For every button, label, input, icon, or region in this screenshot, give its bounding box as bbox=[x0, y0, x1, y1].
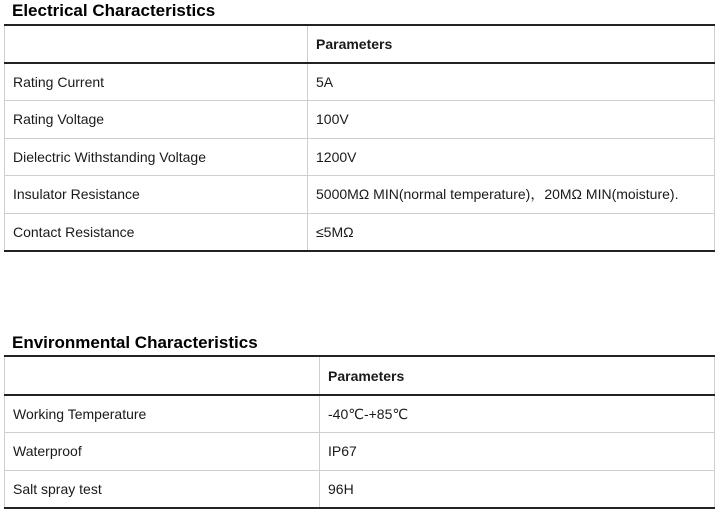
row-value: 1200V bbox=[308, 138, 715, 176]
row-label: Rating Voltage bbox=[5, 101, 308, 139]
table-row bbox=[5, 63, 715, 101]
section-title: Electrical Characteristics bbox=[12, 1, 216, 20]
table-header-row bbox=[5, 25, 715, 63]
row-value: 100V bbox=[308, 101, 715, 139]
header-parameters-cell: Parameters bbox=[308, 25, 715, 63]
row-value: 5A bbox=[308, 63, 715, 101]
row-label: Insulator Resistance bbox=[5, 176, 308, 214]
table-row bbox=[5, 433, 715, 471]
header-parameters-cell: Parameters bbox=[320, 356, 715, 395]
row-value: 96H bbox=[320, 470, 715, 508]
table-row bbox=[5, 176, 715, 214]
table-row bbox=[5, 213, 715, 251]
row-label: Contact Resistance bbox=[5, 213, 308, 251]
table-header-row bbox=[5, 356, 715, 395]
row-value: -40℃-+85℃ bbox=[320, 395, 715, 433]
row-value: IP67 bbox=[320, 433, 715, 471]
row-label: Working Temperature bbox=[5, 395, 320, 433]
row-label: Rating Current bbox=[5, 63, 308, 101]
table-row bbox=[5, 138, 715, 176]
row-label: Waterproof bbox=[5, 433, 320, 471]
electrical-characteristics-section bbox=[0, 0, 717, 240]
row-value: ≤5MΩ bbox=[308, 213, 715, 251]
header-label-cell bbox=[5, 25, 308, 63]
section-title: Environmental Characteristics bbox=[12, 333, 258, 352]
table-row bbox=[5, 470, 715, 508]
row-value: 5000MΩ MIN(normal temperature)，20MΩ MIN(moisture). bbox=[308, 176, 715, 214]
environmental-characteristics-table bbox=[4, 355, 715, 509]
header-label-cell bbox=[5, 356, 320, 395]
environmental-characteristics-section bbox=[0, 332, 717, 497]
table-row bbox=[5, 101, 715, 139]
row-label: Dielectric Withstanding Voltage bbox=[5, 138, 308, 176]
table-row bbox=[5, 395, 715, 433]
row-label: Salt spray test bbox=[5, 470, 320, 508]
electrical-characteristics-table bbox=[4, 24, 715, 252]
